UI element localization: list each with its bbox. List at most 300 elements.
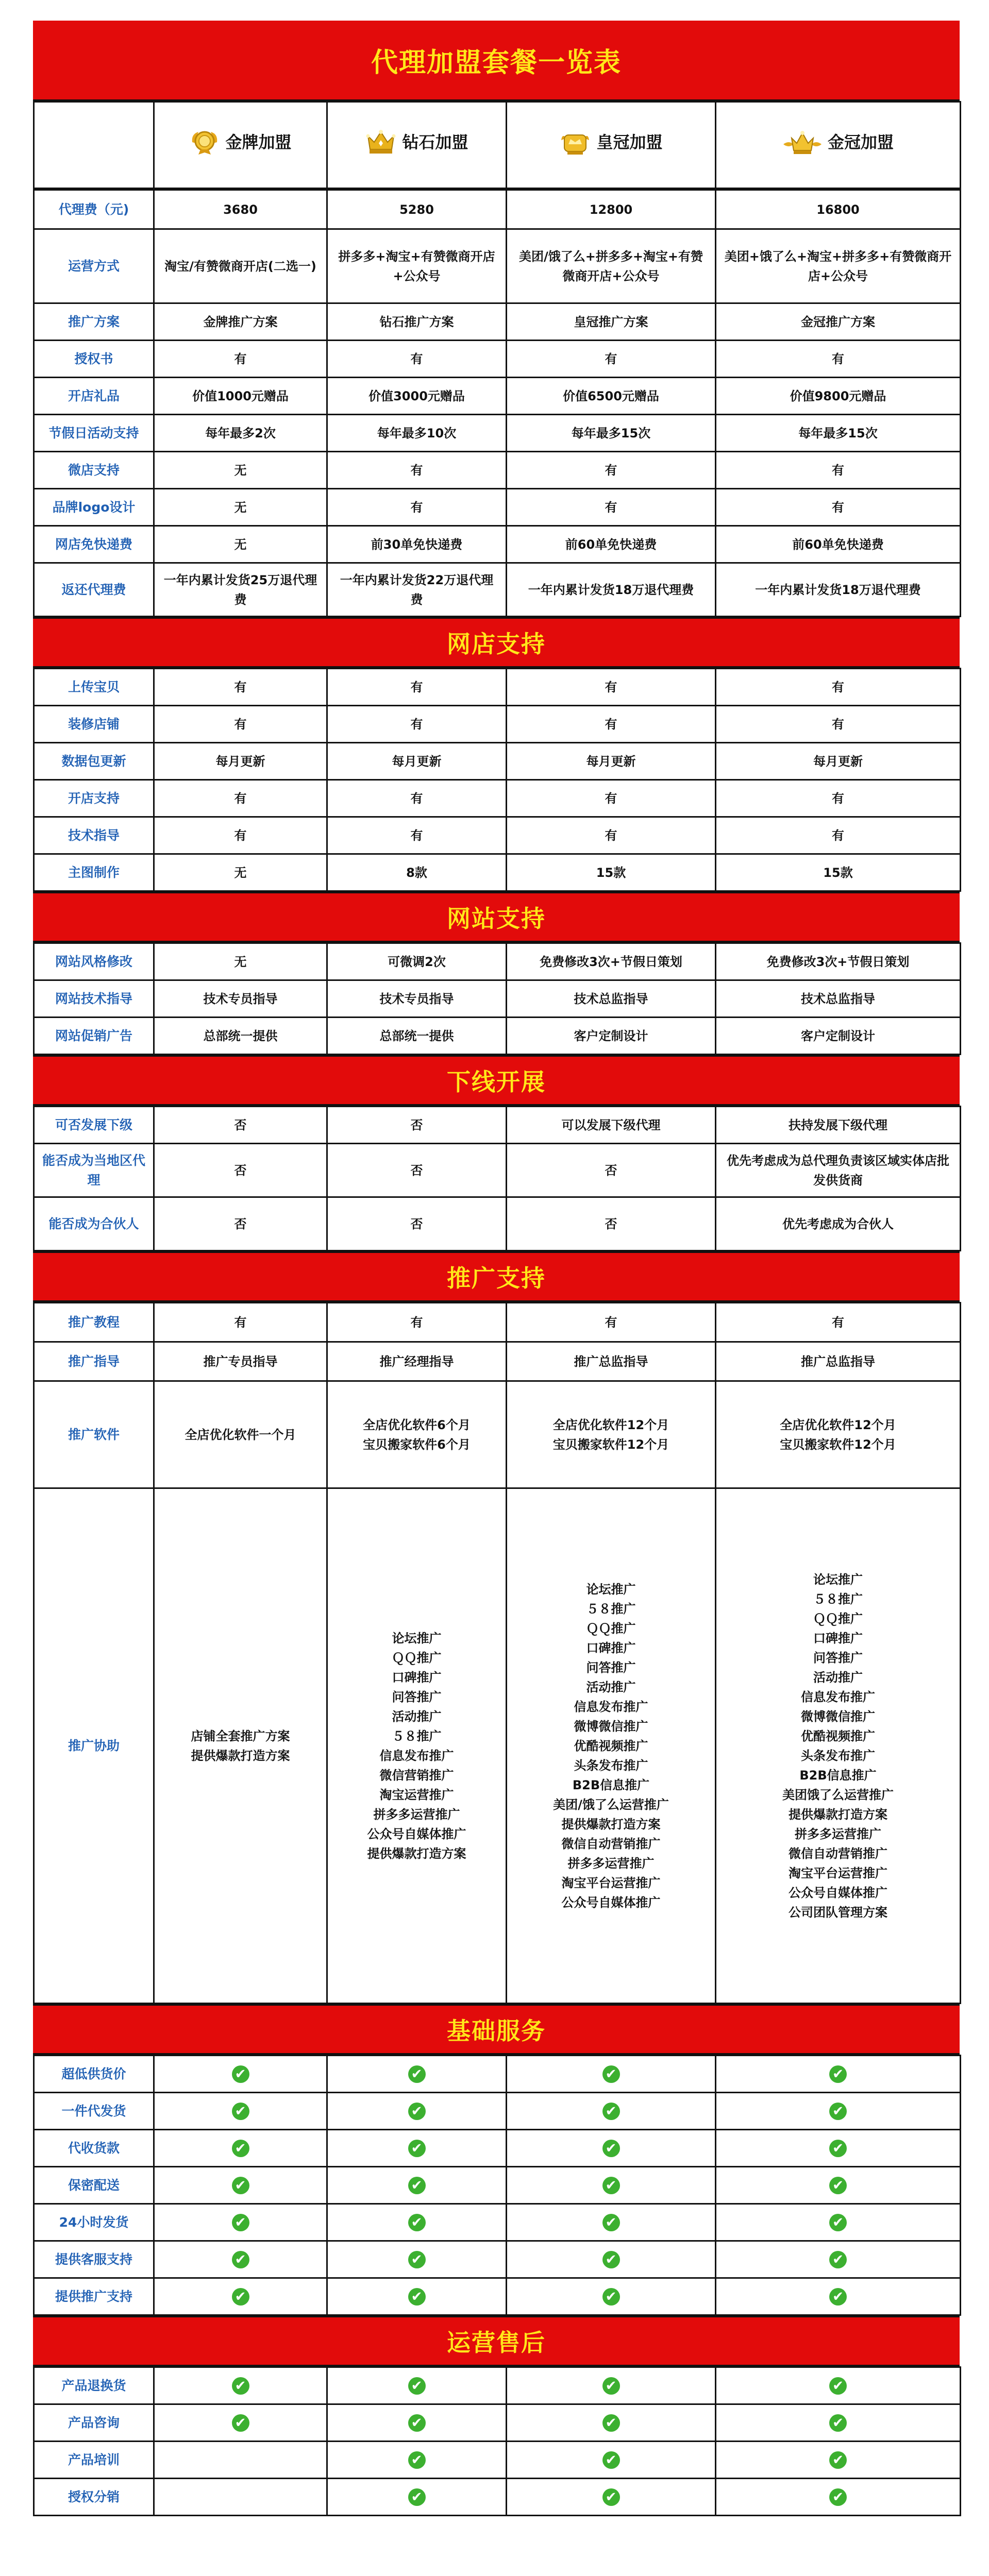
cell-text: 否: [234, 1163, 247, 1178]
royal-crown-icon: [559, 129, 591, 156]
checkmark-icon: ✔: [408, 2103, 426, 2120]
cell-text: 优先考虑成为总代理负责该区域实体店批发供货商: [727, 1153, 949, 1188]
row-label: 能否成为合伙人: [34, 1197, 154, 1251]
cell-text: 一年内累计发货22万退代理费: [340, 572, 494, 607]
table-row: [34, 1381, 961, 1488]
cell-text: 有: [605, 463, 617, 478]
cell-gold: [154, 2404, 327, 2442]
cell-gold: [154, 706, 327, 743]
cell-text: 前30单免快递费: [371, 537, 463, 552]
cell-text: 论坛推广 ５８推广 ＱＱ推广 口碑推广 问答推广 活动推广 信息发布推广 微博微信推广 优酷视频推广 头条发布推广 B2B信息推广 美团饿了么运营推广 提供爆款打造方案 拼多多运营推广 微信自动营销推广 淘宝平台运营推广 公众号自媒体推广 公司团队管理方案: [782, 1572, 894, 1920]
cell-royal: [507, 943, 716, 980]
cell-diamond: [327, 452, 507, 489]
cell-gold: [154, 854, 327, 891]
cell-royal: [507, 341, 716, 378]
cell-golden: [716, 1342, 961, 1381]
cell-text: 总部统一提供: [203, 1028, 278, 1043]
cell-text: 推广经理指导: [379, 1354, 454, 1369]
row-label: 节假日活动支持: [34, 415, 154, 452]
cell-royal: [507, 2241, 716, 2278]
row-label: 推广软件: [34, 1381, 154, 1488]
cell-golden: [716, 341, 961, 378]
checkmark-icon: ✔: [408, 2451, 426, 2469]
table-row: [34, 980, 961, 1018]
section-table: [33, 2366, 961, 2516]
cell-royal: [507, 1381, 716, 1488]
table-row: [34, 452, 961, 489]
cell-diamond: [327, 2479, 507, 2516]
section-table: [33, 942, 961, 1055]
cell-royal: [507, 2167, 716, 2204]
cell-golden: [716, 980, 961, 1018]
cell-royal: [507, 489, 716, 526]
checkmark-icon: ✔: [408, 2177, 426, 2194]
checkmark-icon: ✔: [602, 2177, 620, 2194]
cell-text: 有: [605, 1315, 617, 1330]
row-label: 24小时发货: [34, 2204, 154, 2241]
cell-royal: [507, 2093, 716, 2130]
cell-text: 金冠推广方案: [801, 314, 875, 329]
cell-diamond: [327, 817, 507, 854]
cell-golden: [716, 190, 961, 229]
checkmark-icon: ✔: [602, 2103, 620, 2120]
table-row: [34, 1107, 961, 1144]
cell-golden: [716, 378, 961, 415]
cell-golden: [716, 526, 961, 563]
table-row: [34, 303, 961, 341]
cell-diamond: [327, 780, 507, 817]
cell-gold: [154, 2204, 327, 2241]
table-row: [34, 190, 961, 229]
table-row: [34, 489, 961, 526]
cell-text: 每月更新: [813, 754, 863, 769]
cell-gold: [154, 2278, 327, 2315]
cell-royal: [507, 2278, 716, 2315]
cell-diamond: [327, 1018, 507, 1055]
cell-golden: [716, 1381, 961, 1488]
table-row: [34, 2241, 961, 2278]
section-banner: 网站支持: [33, 892, 960, 942]
row-label: 推广方案: [34, 303, 154, 341]
cell-diamond: [327, 2093, 507, 2130]
cell-golden: [716, 2479, 961, 2516]
cell-text: 美团+饿了么+淘宝+拼多多+有赞微商开店+公众号: [724, 249, 952, 283]
row-label: 超低供货价: [34, 2056, 154, 2093]
checkmark-icon: ✔: [602, 2251, 620, 2268]
cell-text: 免费修改3次+节假日策划: [540, 954, 682, 969]
cell-diamond: [327, 1107, 507, 1144]
cell-diamond: [327, 1197, 507, 1251]
cell-royal: [507, 706, 716, 743]
cell-text: 可微调2次: [388, 954, 446, 969]
cell-text: 全店优化软件12个月 宝贝搬家软件12个月: [780, 1417, 896, 1452]
table-row: [34, 743, 961, 780]
cell-text: 免费修改3次+节假日策划: [766, 954, 910, 969]
checkmark-icon: ✔: [829, 2140, 847, 2157]
table-row: [34, 1303, 961, 1342]
golden-crown-icon: [782, 129, 823, 156]
cell-diamond: [327, 2130, 507, 2167]
cell-text: 有: [832, 1315, 844, 1330]
row-label: 网站技术指导: [34, 980, 154, 1018]
cell-text: 一年内累计发货18万退代理费: [528, 582, 694, 597]
cell-diamond: [327, 2167, 507, 2204]
cell-text: 有: [832, 717, 844, 732]
table-row: [34, 2093, 961, 2130]
cell-diamond: [327, 190, 507, 229]
cell-text: 拼多多+淘宝+有赞微商开店+公众号: [338, 249, 495, 283]
cell-gold: [154, 2167, 327, 2204]
cell-text: 每年最多15次: [798, 426, 878, 440]
cell-text: 价值1000元赠品: [192, 388, 289, 403]
cell-royal: [507, 1342, 716, 1381]
cell-golden: [716, 303, 961, 341]
cell-text: 否: [410, 1216, 423, 1231]
cell-diamond: [327, 1144, 507, 1197]
cell-text: 否: [234, 1216, 247, 1231]
cell-gold: [154, 1107, 327, 1144]
row-label: 代收货款: [34, 2130, 154, 2167]
section-banner: 基础服务: [33, 2004, 960, 2055]
cell-diamond: [327, 489, 507, 526]
cell-text: 有: [410, 717, 423, 732]
row-label: 网站风格修改: [34, 943, 154, 980]
section-table: [33, 1106, 961, 1251]
cell-text: 有: [410, 351, 423, 366]
cell-royal: [507, 2367, 716, 2404]
cell-text: 价值9800元赠品: [790, 388, 886, 403]
cell-golden: [716, 2056, 961, 2093]
checkmark-icon: ✔: [232, 2288, 249, 2306]
cell-golden: [716, 1488, 961, 2004]
cell-text: 16800: [816, 202, 860, 217]
row-label: 推广协助: [34, 1488, 154, 2004]
cell-text: 有: [605, 500, 617, 515]
cell-text: 否: [410, 1163, 423, 1178]
cell-diamond: [327, 2241, 507, 2278]
section-table: [33, 2055, 961, 2316]
cell-text: 店铺全套推广方案 提供爆款打造方案: [191, 1728, 290, 1763]
package-table-page: [33, 21, 960, 2516]
cell-text: 钻石推广方案: [379, 314, 454, 329]
cell-text: 有: [234, 680, 247, 694]
checkmark-icon: ✔: [232, 2414, 249, 2432]
checkmark-icon: ✔: [408, 2140, 426, 2157]
cell-text: 否: [410, 1117, 423, 1132]
cell-royal: [507, 1107, 716, 1144]
cell-text: 优先考虑成为合伙人: [782, 1216, 894, 1231]
cell-text: 金牌推广方案: [203, 314, 278, 329]
cell-golden: [716, 1144, 961, 1197]
cell-text: 有: [605, 828, 617, 843]
checkmark-icon: ✔: [602, 2451, 620, 2469]
checkmark-icon: ✔: [602, 2377, 620, 2395]
checkmark-icon: ✔: [232, 2065, 249, 2083]
cell-text: 论坛推广 ５８推广 ＱＱ推广 口碑推广 问答推广 活动推广 信息发布推广 微博微信推广 优酷视频推广 头条发布推广 B2B信息推广 美团/饿了么运营推广 提供爆款打造方案 微信自动营销推广 拼多多运营推广 淘宝平台运营推广 公众号自媒体推广: [553, 1582, 669, 1910]
cell-text: 客户定制设计: [574, 1028, 648, 1043]
cell-text: 有: [234, 828, 247, 843]
cell-gold: [154, 1342, 327, 1381]
table-row: [34, 817, 961, 854]
table-row: [34, 526, 961, 563]
cell-diamond: [327, 378, 507, 415]
cell-royal: [507, 1303, 716, 1342]
table-row: [34, 1018, 961, 1055]
row-label: 一件代发货: [34, 2093, 154, 2130]
tier-header-gold: [154, 102, 327, 189]
checkmark-icon: ✔: [829, 2377, 847, 2395]
cell-golden: [716, 1303, 961, 1342]
table-row: [34, 2367, 961, 2404]
cell-text: 8款: [406, 865, 427, 880]
cell-text: 有: [832, 680, 844, 694]
cell-golden: [716, 2404, 961, 2442]
row-label: 数据包更新: [34, 743, 154, 780]
checkmark-icon: ✔: [829, 2214, 847, 2231]
table-row: [34, 1488, 961, 2004]
cell-diamond: [327, 854, 507, 891]
cell-gold: [154, 229, 327, 303]
cell-text: 一年内累计发货18万退代理费: [755, 582, 921, 597]
table-row: [34, 229, 961, 303]
cell-text: 客户定制设计: [801, 1028, 875, 1043]
cell-text: 无: [234, 865, 247, 880]
cell-text: 推广总监指导: [801, 1354, 875, 1369]
cell-royal: [507, 378, 716, 415]
row-label: 授权书: [34, 341, 154, 378]
cell-text: 可以发展下级代理: [561, 1117, 661, 1132]
cell-diamond: [327, 341, 507, 378]
checkmark-icon: ✔: [232, 2377, 249, 2395]
cell-text: 无: [234, 954, 247, 969]
cell-gold: [154, 980, 327, 1018]
cell-gold: [154, 943, 327, 980]
row-label: 能否成为当地区代理: [34, 1144, 154, 1197]
cell-diamond: [327, 229, 507, 303]
cell-golden: [716, 780, 961, 817]
checkmark-icon: ✔: [602, 2414, 620, 2432]
table-row: [34, 2130, 961, 2167]
cell-golden: [716, 743, 961, 780]
cell-text: 有: [832, 463, 844, 478]
cell-text: 有: [410, 1315, 423, 1330]
row-label: 返还代理费: [34, 563, 154, 617]
cell-golden: [716, 854, 961, 891]
tier-name-diamond: 钻石加盟: [402, 132, 468, 152]
checkmark-icon: ✔: [829, 2488, 847, 2506]
cell-royal: [507, 980, 716, 1018]
cell-gold: [154, 1488, 327, 2004]
cell-text: 有: [234, 717, 247, 732]
checkmark-icon: ✔: [602, 2140, 620, 2157]
cell-text: 皇冠推广方案: [574, 314, 648, 329]
cell-text: 推广专员指导: [203, 1354, 278, 1369]
row-label: 可否发展下级: [34, 1107, 154, 1144]
tier-header-golden: [716, 102, 961, 189]
cell-diamond: [327, 2278, 507, 2315]
cell-golden: [716, 706, 961, 743]
cell-golden: [716, 817, 961, 854]
cell-gold: [154, 1018, 327, 1055]
checkmark-icon: ✔: [232, 2177, 249, 2194]
row-label: 授权分销: [34, 2479, 154, 2516]
cell-text: 有: [605, 680, 617, 694]
cell-golden: [716, 2093, 961, 2130]
cell-text: 15款: [823, 865, 853, 880]
cell-diamond: [327, 980, 507, 1018]
row-label: 产品退换货: [34, 2367, 154, 2404]
cell-royal: [507, 452, 716, 489]
cell-golden: [716, 2204, 961, 2241]
row-label: 微店支持: [34, 452, 154, 489]
cell-text: 每月更新: [586, 754, 636, 769]
cell-text: 12800: [589, 202, 633, 217]
cell-gold: [154, 378, 327, 415]
cell-text: 无: [234, 463, 247, 478]
cell-diamond: [327, 563, 507, 617]
checkmark-icon: ✔: [602, 2214, 620, 2231]
table-row: [34, 2167, 961, 2204]
cell-royal: [507, 303, 716, 341]
cell-royal: [507, 669, 716, 706]
cell-text: 前60单免快递费: [565, 537, 657, 552]
cell-diamond: [327, 1488, 507, 2004]
checkmark-icon: ✔: [602, 2288, 620, 2306]
cell-text: 价值3000元赠品: [368, 388, 465, 403]
cell-text: 每年最多2次: [205, 426, 276, 440]
cell-text: 论坛推广 ＱＱ推广 口碑推广 问答推广 活动推广 ５８推广 信息发布推广 微信营销推广 淘宝运营推广 拼多多运营推广 公众号自媒体推广 提供爆款打造方案: [367, 1631, 466, 1861]
row-label: 开店支持: [34, 780, 154, 817]
cell-text: 3680: [223, 202, 258, 217]
checkmark-icon: ✔: [232, 2103, 249, 2120]
cell-gold: [154, 2367, 327, 2404]
table-row: [34, 2278, 961, 2315]
checkmark-icon: ✔: [408, 2214, 426, 2231]
cell-text: 前60单免快递费: [792, 537, 884, 552]
table-row: [34, 2404, 961, 2442]
cell-gold: [154, 452, 327, 489]
section-banner: 下线开展: [33, 1055, 960, 1106]
cell-text: 有: [234, 1315, 247, 1330]
row-label: 保密配送: [34, 2167, 154, 2204]
table-row: [34, 2479, 961, 2516]
cell-gold: [154, 415, 327, 452]
cell-text: 技术专员指导: [203, 991, 278, 1006]
diamond-crown-icon: [365, 129, 397, 156]
checkmark-icon: ✔: [232, 2214, 249, 2231]
cell-text: 技术总监指导: [574, 991, 648, 1006]
cell-text: 总部统一提供: [379, 1028, 454, 1043]
row-label: 技术指导: [34, 817, 154, 854]
cell-diamond: [327, 526, 507, 563]
tier-header-royal: [507, 102, 716, 189]
row-label: 网店免快递费: [34, 526, 154, 563]
checkmark-icon: ✔: [829, 2451, 847, 2469]
checkmark-icon: ✔: [602, 2065, 620, 2083]
cell-diamond: [327, 2442, 507, 2479]
cell-diamond: [327, 2204, 507, 2241]
cell-gold: [154, 2093, 327, 2130]
cell-golden: [716, 943, 961, 980]
cell-diamond: [327, 2367, 507, 2404]
cell-diamond: [327, 303, 507, 341]
row-label: 开店礼品: [34, 378, 154, 415]
cell-text: 美团/饿了么+拼多多+淘宝+有赞微商开店+公众号: [518, 249, 703, 283]
row-label: 产品培训: [34, 2442, 154, 2479]
table-row: [34, 1197, 961, 1251]
cell-diamond: [327, 1303, 507, 1342]
cell-royal: [507, 1488, 716, 2004]
row-label: 上传宝贝: [34, 669, 154, 706]
cell-golden: [716, 2278, 961, 2315]
section-banner: 网店支持: [33, 617, 960, 668]
cell-diamond: [327, 2404, 507, 2442]
cell-royal: [507, 2204, 716, 2241]
cell-royal: [507, 415, 716, 452]
cell-text: 15款: [596, 865, 626, 880]
cell-diamond: [327, 706, 507, 743]
checkmark-icon: ✔: [408, 2414, 426, 2432]
cell-text: 一年内累计发货25万退代理费: [163, 572, 317, 607]
cell-text: 无: [234, 537, 247, 552]
cell-royal: [507, 2056, 716, 2093]
cell-golden: [716, 2241, 961, 2278]
cell-diamond: [327, 1342, 507, 1381]
checkmark-icon: ✔: [829, 2065, 847, 2083]
cell-gold: [154, 1303, 327, 1342]
cell-royal: [507, 563, 716, 617]
cell-text: 否: [605, 1163, 617, 1178]
cell-golden: [716, 1197, 961, 1251]
cell-gold: [154, 303, 327, 341]
cell-golden: [716, 2442, 961, 2479]
table-row: [34, 943, 961, 980]
cell-text: 有: [410, 463, 423, 478]
cell-royal: [507, 780, 716, 817]
section-banner: 推广支持: [33, 1251, 960, 1302]
cell-diamond: [327, 669, 507, 706]
cell-text: 有: [605, 717, 617, 732]
cell-royal: [507, 190, 716, 229]
cell-text: 每年最多15次: [571, 426, 651, 440]
row-label: 运营方式: [34, 229, 154, 303]
tier-name-royal: 皇冠加盟: [596, 132, 663, 152]
cell-text: 技术总监指导: [801, 991, 875, 1006]
cell-gold: [154, 341, 327, 378]
cell-text: 有: [832, 828, 844, 843]
checkmark-icon: ✔: [408, 2377, 426, 2395]
table-row: [34, 1342, 961, 1381]
cell-golden: [716, 415, 961, 452]
cell-text: 有: [234, 791, 247, 806]
row-label: 产品咨询: [34, 2404, 154, 2442]
cell-golden: [716, 452, 961, 489]
table-row: [34, 669, 961, 706]
tier-name-gold: 金牌加盟: [225, 132, 292, 152]
page-title: 代理加盟套餐一览表: [33, 21, 960, 101]
cell-text: 有: [605, 791, 617, 806]
cell-text: 有: [605, 351, 617, 366]
table-row: [34, 378, 961, 415]
checkmark-icon: ✔: [602, 2488, 620, 2506]
cell-gold: [154, 1197, 327, 1251]
table-row: [34, 341, 961, 378]
cell-golden: [716, 563, 961, 617]
cell-golden: [716, 1018, 961, 1055]
checkmark-icon: ✔: [232, 2251, 249, 2268]
cell-gold: [154, 2056, 327, 2093]
cell-gold: [154, 2130, 327, 2167]
